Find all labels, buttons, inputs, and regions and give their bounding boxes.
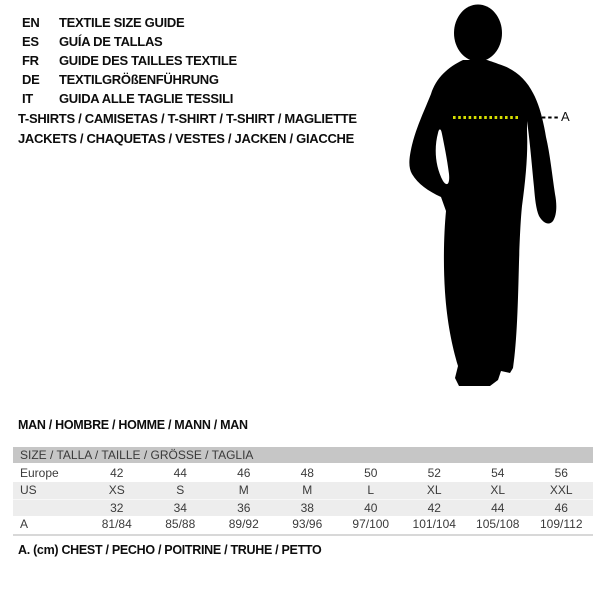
size-cell: XL	[426, 483, 442, 497]
size-cell: M	[302, 483, 313, 497]
category-jackets: JACKETS / CHAQUETAS / VESTES / JACKEN / GIACCHE	[18, 130, 354, 146]
section-title-man: MAN / HOMBRE / HOMME / MANN / MAN	[18, 418, 248, 432]
language-code: IT	[22, 91, 33, 106]
language-label: TEXTILE SIZE GUIDE	[59, 15, 185, 30]
size-cell: 97/100	[352, 517, 390, 531]
size-cell: M	[238, 483, 249, 497]
table-row-europe	[13, 465, 593, 482]
row-label: Europe	[20, 466, 59, 480]
size-cell: 52	[427, 466, 441, 480]
size-cell: L	[367, 483, 375, 497]
man-silhouette-figure	[400, 0, 600, 400]
size-cell: 32	[110, 501, 124, 515]
language-row-fr	[22, 51, 237, 70]
size-cell: XXL	[549, 483, 573, 497]
measurement-footnote: A. (cm) CHEST / PECHO / POITRINE / TRUHE / PETTO	[18, 543, 322, 557]
size-cell: 93/96	[292, 517, 323, 531]
language-row-it	[22, 89, 237, 108]
size-cell: XS	[108, 483, 125, 497]
size-cell: 50	[364, 466, 378, 480]
garment-categories	[18, 109, 357, 148]
size-cell: 44	[173, 466, 187, 480]
table-row-chest-cm	[13, 516, 593, 533]
size-cell: 81/84	[101, 517, 132, 531]
language-code: ES	[22, 34, 39, 49]
category-tshirts: T-SHIRTS / CAMISETAS / T-SHIRT / T-SHIRT / MAGLIETTE	[18, 111, 357, 126]
size-cell: 48	[300, 466, 314, 480]
language-row-de	[22, 70, 237, 89]
measurement-a-label: A	[561, 109, 570, 124]
language-row-es	[22, 32, 237, 51]
man-silhouette-icon	[400, 0, 600, 400]
size-cell: 85/88	[165, 517, 196, 531]
size-cell: 40	[364, 501, 378, 515]
size-cell: 44	[491, 501, 505, 515]
table-row-numeric	[13, 499, 593, 516]
size-cell: 42	[427, 501, 441, 515]
language-row-en	[22, 13, 237, 32]
language-label: GUIDA ALLE TAGLIE TESSILI	[59, 91, 234, 106]
size-table-header: SIZE / TALLA / TAILLE / GRÖSSE / TAGLIA	[13, 447, 593, 463]
language-list	[22, 13, 237, 108]
row-label: A	[20, 517, 29, 531]
table-bottom-divider	[13, 534, 593, 536]
language-code: FR	[22, 53, 39, 68]
language-label: TEXTILGRÖßENFÜHRUNG	[59, 72, 219, 87]
language-code: DE	[22, 72, 40, 87]
size-cell: 36	[237, 501, 251, 515]
size-cell: 109/112	[540, 517, 583, 531]
size-cell: 38	[300, 501, 314, 515]
size-table	[13, 447, 593, 536]
size-cell: 46	[554, 501, 568, 515]
row-label	[13, 500, 85, 517]
size-cell: 56	[554, 466, 568, 480]
table-row-us	[13, 482, 593, 499]
language-code: EN	[22, 15, 40, 30]
size-cell: 54	[491, 466, 505, 480]
language-label: GUÍA DE TALLAS	[59, 34, 163, 49]
size-cell: 34	[173, 501, 187, 515]
size-cell: 105/108	[476, 517, 520, 531]
size-cell: S	[176, 483, 185, 497]
size-cell: XL	[490, 483, 506, 497]
row-label: US	[20, 483, 37, 497]
size-cell: 42	[110, 466, 124, 480]
size-cell: 46	[237, 466, 251, 480]
size-cell: 89/92	[228, 517, 259, 531]
size-cell: 101/104	[412, 517, 456, 531]
language-label: GUIDE DES TAILLES TEXTILE	[59, 53, 237, 68]
